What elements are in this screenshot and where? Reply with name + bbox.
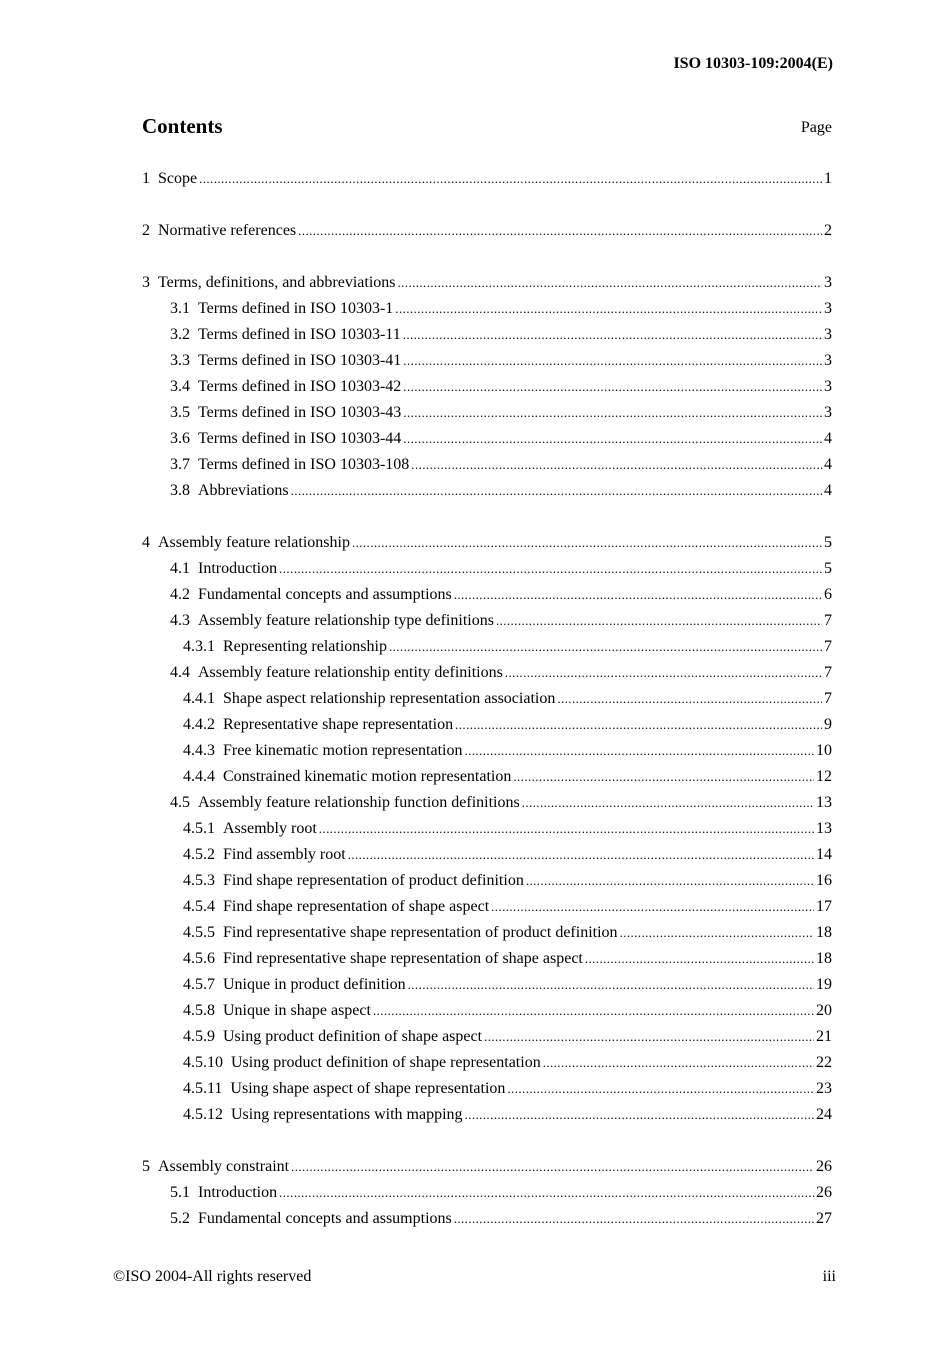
toc-dot-leader <box>398 272 823 294</box>
toc-entry-page: 4 <box>824 482 832 499</box>
toc-entry[interactable] <box>142 532 832 558</box>
toc-entry-page: 5 <box>824 534 832 551</box>
toc-entry-number: 4.5.6 <box>183 950 215 967</box>
toc-entry-number: 5.2 <box>170 1210 190 1227</box>
toc-entry-title: Terms defined in ISO 10303-41 <box>198 352 402 369</box>
toc-entry-page: 14 <box>816 846 832 863</box>
toc-entry-number: 3.6 <box>170 430 190 447</box>
table-of-contents <box>142 168 832 1234</box>
page-column-label: Page <box>800 119 832 136</box>
toc-entry-number: 4.2 <box>170 586 190 603</box>
toc-entry-page: 3 <box>824 326 832 343</box>
toc-entry-page: 13 <box>816 820 832 837</box>
toc-entry[interactable] <box>142 662 832 688</box>
toc-entry-page: 5 <box>824 560 832 577</box>
toc-entry-page: 3 <box>824 352 832 369</box>
toc-entry-number: 1 <box>142 170 150 187</box>
toc-entry-number: 4.5.12 <box>183 1106 223 1123</box>
toc-entry-number: 4.4.1 <box>183 690 215 707</box>
toc-dot-leader <box>513 766 814 788</box>
toc-dot-leader <box>522 792 814 814</box>
toc-entry[interactable] <box>142 1104 832 1130</box>
toc-entry-title: Using representations with mapping <box>231 1106 463 1123</box>
toc-entry[interactable] <box>142 688 832 714</box>
toc-entry-number: 3 <box>142 274 150 291</box>
toc-entry-title: Find shape representation of shape aspect <box>223 898 490 915</box>
toc-entry-page: 4 <box>824 430 832 447</box>
toc-entry-title: Assembly feature relationship type definitions <box>198 612 494 629</box>
toc-entry[interactable] <box>142 350 832 376</box>
toc-entry-title: Find shape representation of product definition <box>223 872 524 889</box>
toc-dot-leader <box>279 558 822 580</box>
toc-entry[interactable] <box>142 922 832 948</box>
toc-entry[interactable] <box>142 1052 832 1078</box>
toc-entry-number: 4.3 <box>170 612 190 629</box>
toc-entry-page: 19 <box>816 976 832 993</box>
toc-entry-title: Using product definition of shape representation <box>231 1054 541 1071</box>
toc-entry-title: Terms defined in ISO 10303-44 <box>198 430 402 447</box>
toc-entry[interactable] <box>142 428 832 454</box>
toc-entry-number: 4.5.7 <box>183 976 215 993</box>
toc-entry-number: 4.5.1 <box>183 820 215 837</box>
toc-entry-page: 2 <box>824 222 832 239</box>
toc-entry-number: 5.1 <box>170 1184 190 1201</box>
toc-entry[interactable] <box>142 948 832 974</box>
toc-entry[interactable] <box>142 168 832 194</box>
toc-dot-leader <box>389 636 822 658</box>
toc-dot-leader <box>526 870 814 892</box>
toc-entry-number: 4.4.4 <box>183 768 215 785</box>
toc-dot-leader <box>585 948 814 970</box>
toc-dot-leader <box>620 922 814 944</box>
toc-entry[interactable] <box>142 818 832 844</box>
toc-entry-title: Terms defined in ISO 10303-42 <box>198 378 402 395</box>
toc-entry[interactable] <box>142 870 832 896</box>
toc-entry-title: Representing relationship <box>223 638 387 655</box>
toc-entry-title: Find representative shape representation of shape aspect <box>223 950 583 967</box>
toc-entry[interactable] <box>142 896 832 922</box>
toc-entry[interactable] <box>142 402 832 428</box>
toc-dot-leader <box>403 402 822 424</box>
toc-entry-page: 9 <box>824 716 832 733</box>
toc-entry-number: 5 <box>142 1158 150 1175</box>
toc-entry-title: Assembly root <box>223 820 317 837</box>
toc-dot-leader <box>403 324 822 346</box>
toc-entry-number: 4.5.4 <box>183 898 215 915</box>
toc-dot-leader <box>484 1026 814 1048</box>
toc-dot-leader <box>557 688 822 710</box>
toc-entry-page: 10 <box>816 742 832 759</box>
toc-entry[interactable] <box>142 480 832 506</box>
toc-entry[interactable] <box>142 376 832 402</box>
toc-dot-leader <box>352 532 822 554</box>
toc-entry-title: Shape aspect relationship representation association <box>223 690 556 707</box>
toc-entry[interactable] <box>142 792 832 818</box>
toc-entry-page: 13 <box>816 794 832 811</box>
toc-dot-leader <box>455 714 822 736</box>
toc-dot-leader <box>199 168 822 190</box>
toc-dot-leader <box>403 428 822 450</box>
toc-entry-number: 4.5.3 <box>183 872 215 889</box>
toc-entry-page: 16 <box>816 872 832 889</box>
toc-entry-number: 4.5.2 <box>183 846 215 863</box>
toc-entry-page: 24 <box>816 1106 832 1123</box>
toc-dot-leader <box>373 1000 814 1022</box>
toc-entry-number: 4.4.2 <box>183 716 215 733</box>
toc-entry-title: Terms defined in ISO 10303-43 <box>198 404 402 421</box>
toc-entry[interactable] <box>142 584 832 610</box>
toc-entry[interactable] <box>142 1000 832 1026</box>
toc-entry-number: 3.7 <box>170 456 190 473</box>
toc-entry-page: 20 <box>816 1002 832 1019</box>
toc-entry[interactable] <box>142 220 832 246</box>
toc-dot-leader <box>403 350 822 372</box>
toc-entry-title: Terms defined in ISO 10303-1 <box>198 300 394 317</box>
toc-entry-number: 4.4 <box>170 664 190 681</box>
footer-page-number: iii <box>822 1268 836 1285</box>
toc-dot-leader <box>491 896 814 918</box>
toc-entry[interactable] <box>142 454 832 480</box>
toc-entry-title: Free kinematic motion representation <box>223 742 463 759</box>
toc-entry-number: 4 <box>142 534 150 551</box>
toc-dot-leader <box>348 844 814 866</box>
toc-entry[interactable] <box>142 558 832 584</box>
toc-entry-number: 4.1 <box>170 560 190 577</box>
toc-entry[interactable] <box>142 272 832 298</box>
toc-entry-page: 7 <box>824 664 832 681</box>
toc-entry[interactable] <box>142 714 832 740</box>
toc-entry-page: 17 <box>816 898 832 915</box>
toc-entry[interactable] <box>142 1078 832 1104</box>
toc-entry-title: Terms defined in ISO 10303-11 <box>198 326 401 343</box>
toc-entry-number: 4.3.1 <box>183 638 215 655</box>
toc-entry-number: 3.5 <box>170 404 190 421</box>
toc-entry-page: 4 <box>824 456 832 473</box>
toc-entry-page: 3 <box>824 404 832 421</box>
toc-entry-number: 3.4 <box>170 378 190 395</box>
toc-dot-leader <box>454 1208 814 1230</box>
toc-dot-leader <box>454 584 822 606</box>
toc-entry-page: 1 <box>824 170 832 187</box>
toc-entry-number: 3.3 <box>170 352 190 369</box>
toc-entry-title: Unique in product definition <box>223 976 406 993</box>
toc-entry-number: 2 <box>142 222 150 239</box>
toc-entry-title: Using product definition of shape aspect <box>223 1028 483 1045</box>
toc-entry-title: Introduction <box>198 1184 278 1201</box>
toc-entry-number: 4.5.11 <box>183 1080 223 1097</box>
toc-entry-number: 3.8 <box>170 482 190 499</box>
toc-entry[interactable] <box>142 1026 832 1052</box>
toc-entry-page: 12 <box>816 768 832 785</box>
toc-dot-leader <box>411 454 822 476</box>
toc-entry-number: 4.5.8 <box>183 1002 215 1019</box>
toc-entry-number: 4.5.10 <box>183 1054 223 1071</box>
footer-copyright: ©ISO 2004-All rights reserved <box>113 1268 312 1285</box>
toc-entry-title: Terms, definitions, and abbreviations <box>158 274 396 291</box>
toc-entry-title: Find assembly root <box>223 846 346 863</box>
toc-entry-page: 18 <box>816 924 832 941</box>
toc-entry-title: Assembly constraint <box>158 1158 290 1175</box>
toc-entry-title: Assembly feature relationship <box>158 534 350 551</box>
toc-entry-page: 23 <box>816 1080 832 1097</box>
toc-entry-title: Assembly feature relationship function definitions <box>198 794 520 811</box>
toc-dot-leader <box>543 1052 814 1074</box>
toc-dot-leader <box>319 818 814 840</box>
toc-entry-page: 7 <box>824 612 832 629</box>
toc-entry-title: Abbreviations <box>198 482 289 499</box>
toc-entry[interactable] <box>142 298 832 324</box>
toc-dot-leader <box>291 1156 814 1178</box>
toc-entry[interactable] <box>142 740 832 766</box>
toc-entry-title: Find representative shape representation of product definition <box>223 924 618 941</box>
toc-dot-leader <box>465 1104 814 1126</box>
toc-entry-page: 27 <box>816 1210 832 1227</box>
toc-entry-number: 4.5.5 <box>183 924 215 941</box>
toc-entry-page: 26 <box>816 1184 832 1201</box>
toc-entry-title: Using shape aspect of shape representation <box>230 1080 506 1097</box>
toc-entry-title: Representative shape representation <box>223 716 454 733</box>
toc-entry[interactable] <box>142 1182 832 1208</box>
toc-entry[interactable] <box>142 1156 832 1182</box>
toc-dot-leader <box>279 1182 814 1204</box>
toc-dot-leader <box>395 298 822 320</box>
toc-dot-leader <box>403 376 822 398</box>
toc-entry-page: 3 <box>824 274 832 291</box>
toc-entry-number: 3.2 <box>170 326 190 343</box>
toc-entry-title: Normative references <box>158 222 297 239</box>
toc-entry-page: 21 <box>816 1028 832 1045</box>
toc-dot-leader <box>464 740 814 762</box>
toc-entry-page: 22 <box>816 1054 832 1071</box>
toc-entry-title: Fundamental concepts and assumptions <box>198 1210 452 1227</box>
toc-entry-page: 3 <box>824 378 832 395</box>
toc-entry[interactable] <box>142 610 832 636</box>
toc-entry-page: 7 <box>824 690 832 707</box>
toc-entry-page: 3 <box>824 300 832 317</box>
toc-dot-leader <box>507 1078 814 1100</box>
toc-entry[interactable] <box>142 844 832 870</box>
toc-entry-title: Unique in shape aspect <box>223 1002 371 1019</box>
toc-entry-title: Constrained kinematic motion representation <box>223 768 512 785</box>
toc-entry[interactable] <box>142 636 832 662</box>
toc-entry[interactable] <box>142 324 832 350</box>
toc-entry-title: Assembly feature relationship entity definitions <box>198 664 503 681</box>
toc-dot-leader <box>505 662 822 684</box>
toc-entry-page: 18 <box>816 950 832 967</box>
toc-entry-title: Introduction <box>198 560 278 577</box>
toc-entry-title: Scope <box>158 170 198 187</box>
toc-entry[interactable] <box>142 1208 832 1234</box>
toc-entry-title: Fundamental concepts and assumptions <box>198 586 452 603</box>
contents-heading: Contents <box>142 114 223 138</box>
toc-entry-page: 26 <box>816 1158 832 1175</box>
toc-entry[interactable] <box>142 766 832 792</box>
toc-dot-leader <box>291 480 822 502</box>
toc-entry[interactable] <box>142 974 832 1000</box>
document-identifier: ISO 10303-109:2004(E) <box>673 55 833 72</box>
toc-entry-number: 4.4.3 <box>183 742 215 759</box>
toc-entry-page: 7 <box>824 638 832 655</box>
toc-entry-number: 4.5.9 <box>183 1028 215 1045</box>
toc-entry-number: 4.5 <box>170 794 190 811</box>
toc-entry-number: 3.1 <box>170 300 190 317</box>
toc-dot-leader <box>408 974 814 996</box>
toc-dot-leader <box>496 610 822 632</box>
toc-entry-page: 6 <box>824 586 832 603</box>
toc-entry-title: Terms defined in ISO 10303-108 <box>198 456 410 473</box>
toc-dot-leader <box>298 220 822 242</box>
